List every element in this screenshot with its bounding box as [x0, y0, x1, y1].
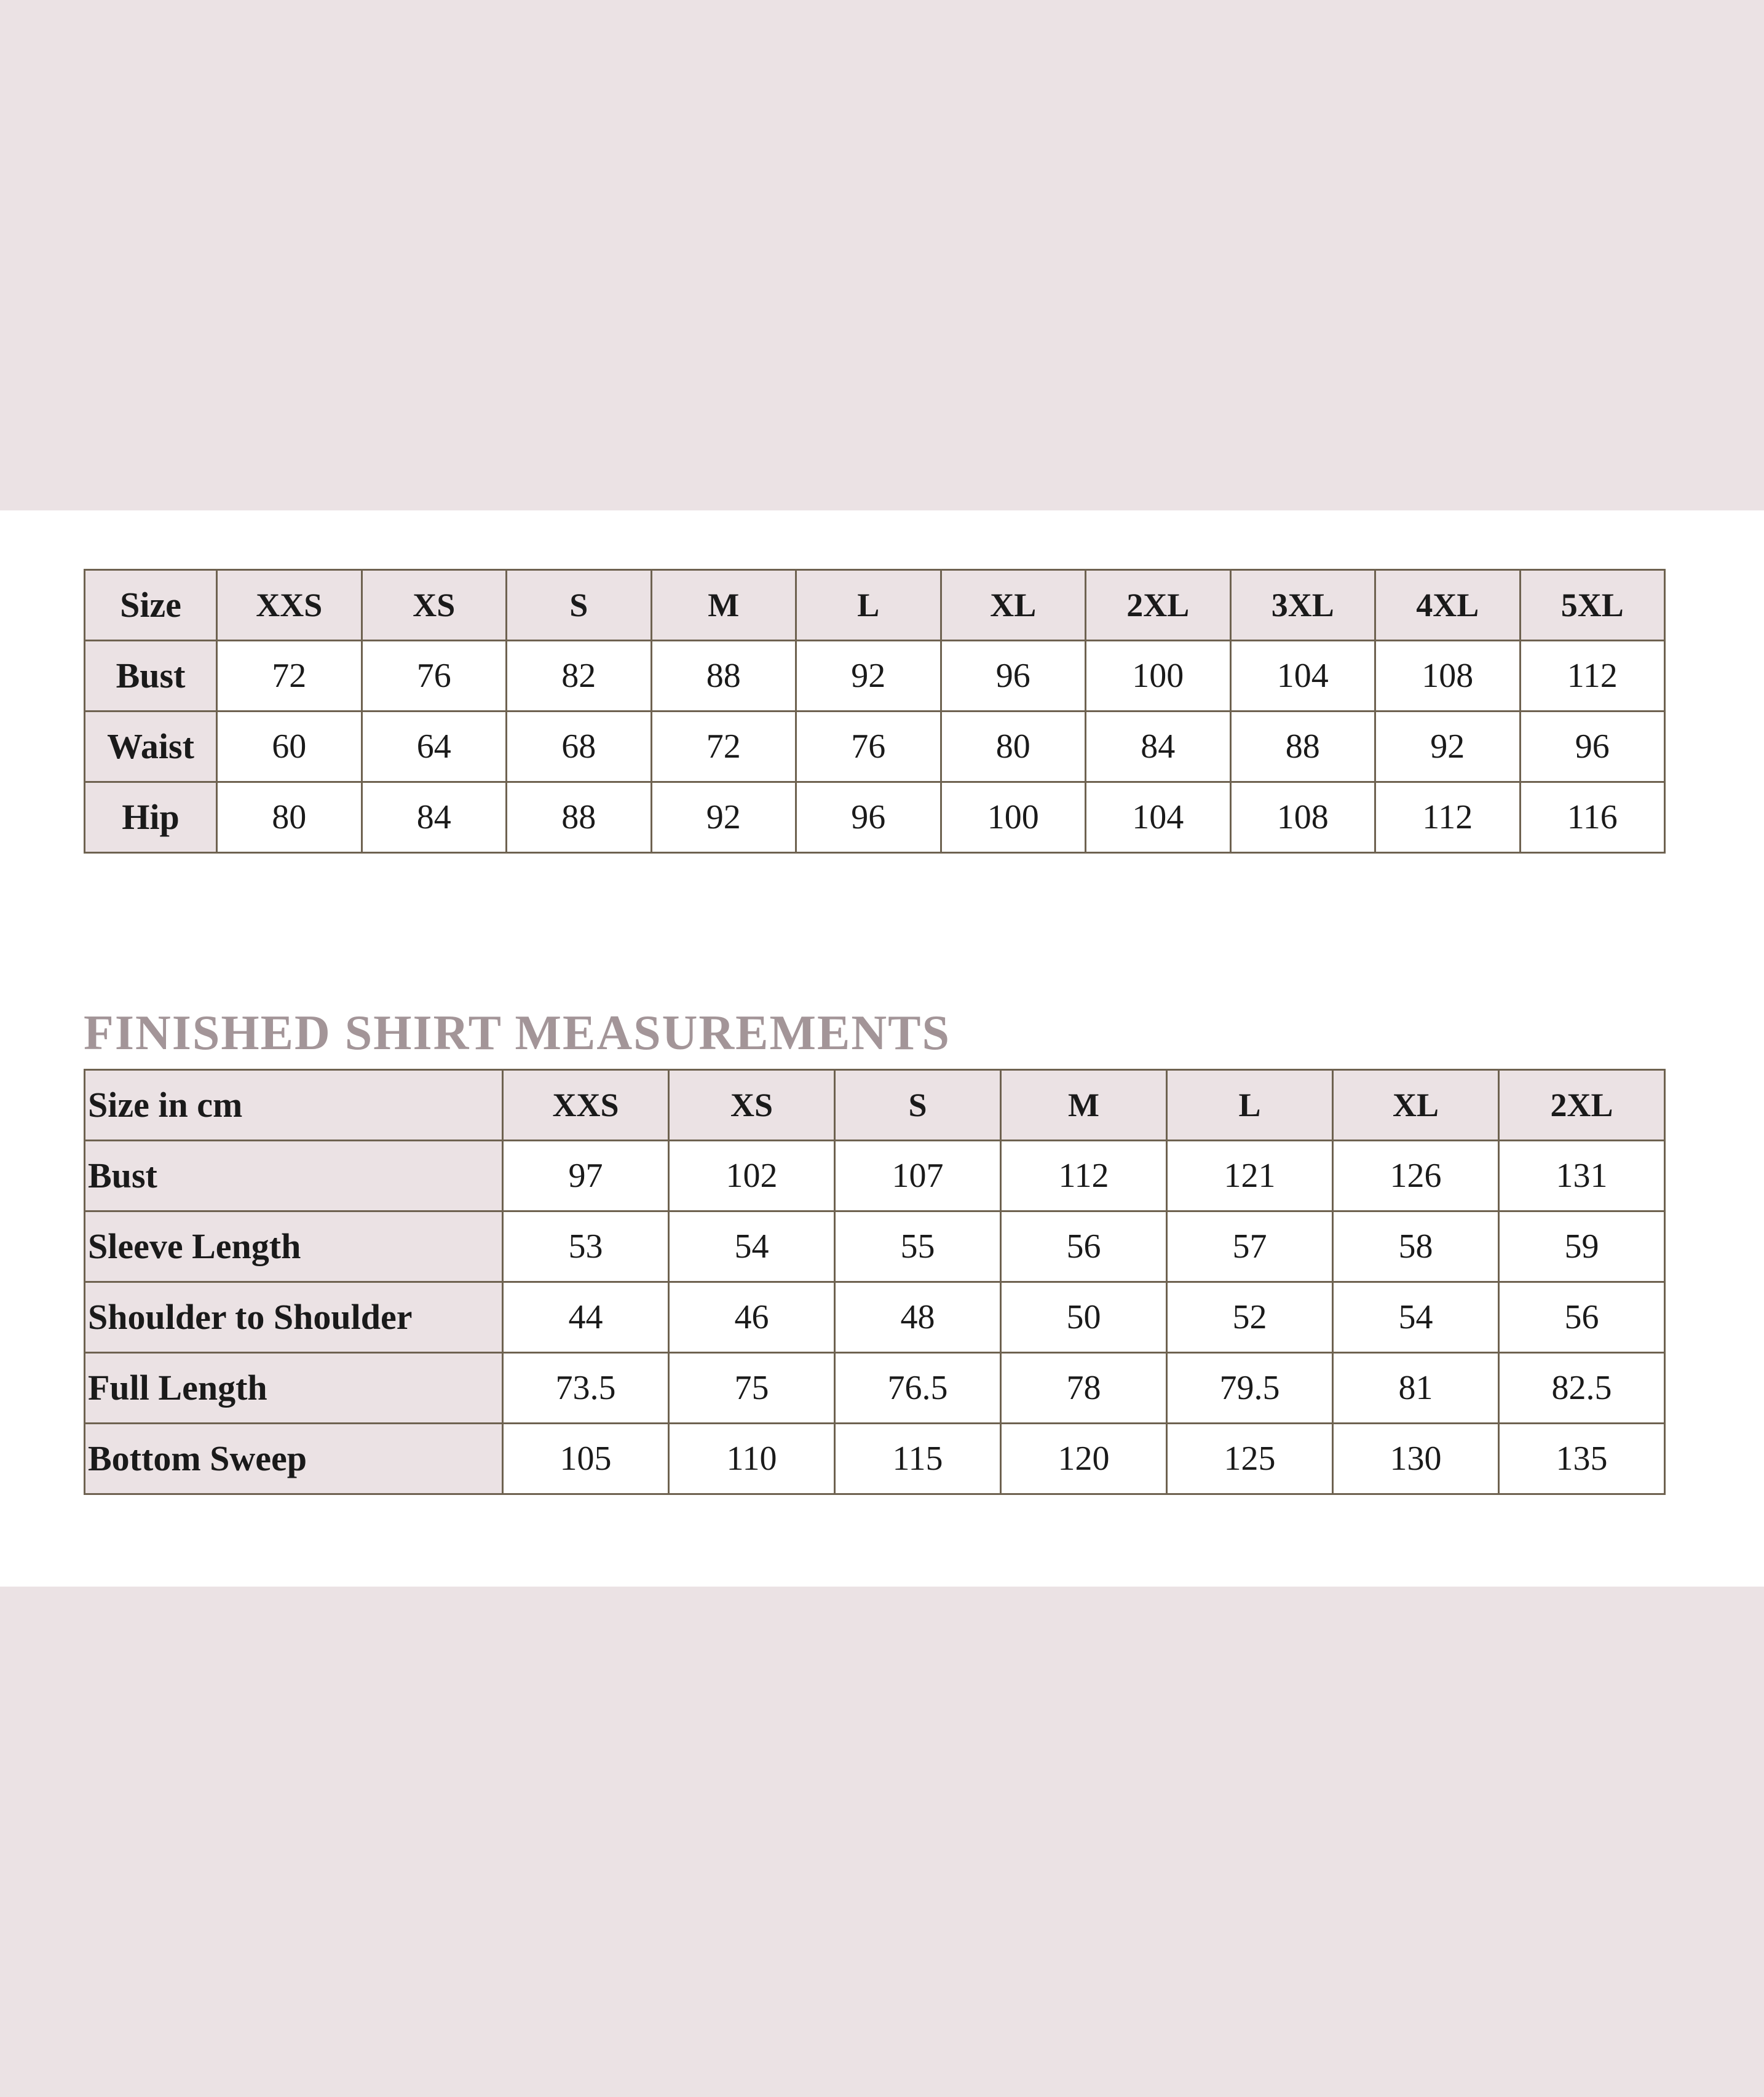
header-cell: XXS [503, 1070, 669, 1141]
table-cell: 73.5 [503, 1353, 669, 1424]
table-cell: 68 [507, 712, 652, 782]
header-cell: XL [1333, 1070, 1499, 1141]
table-cell: 100 [1086, 641, 1231, 712]
body-measurements-table [84, 569, 1666, 854]
row-label: Bust [85, 1141, 503, 1211]
table-cell: 56 [1499, 1282, 1665, 1353]
table-row [85, 641, 1665, 712]
top-background [0, 0, 1764, 510]
table-cell: 102 [669, 1141, 835, 1211]
header-cell: 4XL [1375, 570, 1521, 641]
table-cell: 120 [1001, 1424, 1167, 1494]
header-cell: M [651, 570, 796, 641]
table-cell: 96 [1520, 712, 1665, 782]
table-header-row [85, 570, 1665, 641]
table-row [85, 1282, 1665, 1353]
header-cell: XS [669, 1070, 835, 1141]
table-cell: 104 [1086, 782, 1231, 853]
row-label: Sleeve Length [85, 1211, 503, 1282]
table-cell: 56 [1001, 1211, 1167, 1282]
table-cell: 108 [1230, 782, 1375, 853]
table-cell: 84 [362, 782, 507, 853]
table-cell: 135 [1499, 1424, 1665, 1494]
row-label: Bottom Sweep [85, 1424, 503, 1494]
table-cell: 121 [1167, 1141, 1333, 1211]
table-cell: 131 [1499, 1141, 1665, 1211]
table-header-row [85, 1070, 1665, 1141]
shirt-measurements-table [84, 1069, 1666, 1495]
header-cell: Size in cm [85, 1070, 503, 1141]
table-cell: 112 [1520, 641, 1665, 712]
table-cell: 80 [941, 712, 1086, 782]
header-cell: XS [362, 570, 507, 641]
header-cell: 2XL [1499, 1070, 1665, 1141]
table-cell: 126 [1333, 1141, 1499, 1211]
table-cell: 100 [941, 782, 1086, 853]
table-cell: 72 [651, 712, 796, 782]
header-cell: 2XL [1086, 570, 1231, 641]
table-cell: 92 [796, 641, 941, 712]
table-cell: 125 [1167, 1424, 1333, 1494]
table-cell: 52 [1167, 1282, 1333, 1353]
table-cell: 88 [1230, 712, 1375, 782]
header-cell: 5XL [1520, 570, 1665, 641]
table-cell: 76.5 [835, 1353, 1001, 1424]
table-cell: 72 [217, 641, 362, 712]
table-cell: 97 [503, 1141, 669, 1211]
table-cell: 115 [835, 1424, 1001, 1494]
table-cell: 88 [651, 641, 796, 712]
table-cell: 76 [796, 712, 941, 782]
table-cell: 44 [503, 1282, 669, 1353]
header-cell: L [796, 570, 941, 641]
table-row [85, 1424, 1665, 1494]
header-cell: 3XL [1230, 570, 1375, 641]
table-cell: 57 [1167, 1211, 1333, 1282]
table-cell: 105 [503, 1424, 669, 1494]
table-cell: 55 [835, 1211, 1001, 1282]
table-cell: 59 [1499, 1211, 1665, 1282]
table-cell: 50 [1001, 1282, 1167, 1353]
table-cell: 112 [1001, 1141, 1167, 1211]
row-label: Hip [85, 782, 217, 853]
header-cell: S [835, 1070, 1001, 1141]
row-label: Waist [85, 712, 217, 782]
header-cell: M [1001, 1070, 1167, 1141]
table-cell: 46 [669, 1282, 835, 1353]
header-cell: Size [85, 570, 217, 641]
table-cell: 110 [669, 1424, 835, 1494]
table-cell: 130 [1333, 1424, 1499, 1494]
table-cell: 116 [1520, 782, 1665, 853]
table-row [85, 1141, 1665, 1211]
table-cell: 92 [651, 782, 796, 853]
table-cell: 88 [507, 782, 652, 853]
table-cell: 54 [669, 1211, 835, 1282]
header-cell: XL [941, 570, 1086, 641]
row-label: Bust [85, 641, 217, 712]
header-cell: L [1167, 1070, 1333, 1141]
table-cell: 104 [1230, 641, 1375, 712]
table-cell: 92 [1375, 712, 1521, 782]
table-cell: 96 [796, 782, 941, 853]
table-cell: 53 [503, 1211, 669, 1282]
table-cell: 58 [1333, 1211, 1499, 1282]
row-label: Full Length [85, 1353, 503, 1424]
table-row [85, 1211, 1665, 1282]
table-cell: 76 [362, 641, 507, 712]
table-cell: 60 [217, 712, 362, 782]
table-cell: 80 [217, 782, 362, 853]
table-cell: 78 [1001, 1353, 1167, 1424]
table-cell: 75 [669, 1353, 835, 1424]
table-cell: 54 [1333, 1282, 1499, 1353]
table-cell: 82.5 [1499, 1353, 1665, 1424]
table-cell: 79.5 [1167, 1353, 1333, 1424]
table-cell: 84 [1086, 712, 1231, 782]
table-cell: 64 [362, 712, 507, 782]
bottom-background [0, 1587, 1764, 2097]
row-label: Shoulder to Shoulder [85, 1282, 503, 1353]
table-cell: 48 [835, 1282, 1001, 1353]
header-cell: XXS [217, 570, 362, 641]
table-cell: 107 [835, 1141, 1001, 1211]
header-cell: S [507, 570, 652, 641]
section-title: FINISHED SHIRT MEASUREMENTS [84, 1006, 951, 1060]
table-cell: 81 [1333, 1353, 1499, 1424]
table-row [85, 712, 1665, 782]
table-row [85, 782, 1665, 853]
table-row [85, 1353, 1665, 1424]
table-cell: 82 [507, 641, 652, 712]
table-cell: 112 [1375, 782, 1521, 853]
table-cell: 96 [941, 641, 1086, 712]
table-cell: 108 [1375, 641, 1521, 712]
